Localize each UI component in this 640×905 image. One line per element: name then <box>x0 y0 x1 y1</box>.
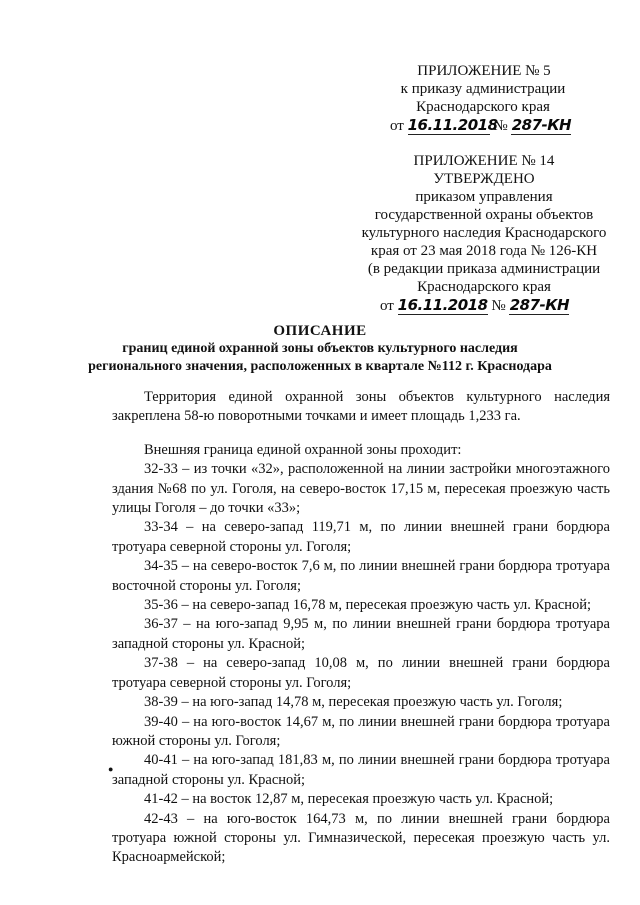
appendix14-line: (в редакции приказа администрации <box>367 261 601 277</box>
appendix14-no: № <box>491 298 506 314</box>
boundary-segment: 42-43 – на юго-восток 164,73 м, по линии внешней грани бордюра тротуара южной стороны ул. Гимназической, пересекая проезжую часть ул. Красноармейской; <box>112 810 610 866</box>
boundary-segment: 37-38 – на северо-запад 10,08 м, по линии внешней грани бордюра тротуара северной стороны ул. Гоголя; <box>112 655 610 691</box>
document-body <box>112 388 610 868</box>
intro-paragraph: Территория единой охранной зоны объектов культурного наследия закреплена 58-ю поворотными точками и имеет площадь 1,233 га. <box>112 389 610 425</box>
appendix5-no: № <box>493 118 508 134</box>
boundary-segment: 32-33 – из точки «32», расположенной на линии застройки многоэтажного здания №68 по ул. Гоголя, на северо-восток 17,15 м, пересекая проезжую часть улицы Гоголя – до точки «33»; <box>112 461 610 517</box>
outer-boundary-heading: Внешняя граница единой охранной зоны проходит: <box>144 441 462 458</box>
appendix14-line: края от 23 мая 2018 года № 126-КН <box>370 243 598 259</box>
appendix14-line: государственной охраны объектов <box>374 207 594 223</box>
appendix5-line2: Краснодарского края <box>416 99 550 115</box>
appendix5-number: 287-КН <box>511 116 572 134</box>
heading-title: ОПИСАНИЕ <box>273 323 367 339</box>
appendix14-approved: УТВЕРЖДЕНО <box>433 171 535 187</box>
appendix14-date: 16.11.2018 <box>397 296 488 314</box>
appendix14-number: 287-КН <box>509 296 570 314</box>
boundary-segment: 40-41 – на юго-запад 181,83 м, по линии внешней грани бордюра тротуара западной стороны ул. Красной; <box>112 752 610 788</box>
bullet-mark: ● <box>108 764 114 774</box>
appendix14-ot: от <box>380 298 394 314</box>
appendix5-date: 16.11.2018 <box>407 116 498 134</box>
boundary-segment: 34-35 – на северо-восток 7,6 м, по линии внешней грани бордюра тротуара восточной стороны ул. Гоголя; <box>112 558 610 594</box>
appendix14-signature-line <box>380 296 610 315</box>
appendix14-line: Краснодарского края <box>417 279 551 295</box>
appendix5-title: ПРИЛОЖЕНИЕ № 5 <box>417 63 551 79</box>
heading-line2: регионального значения, расположенных в квартале №112 г. Краснодара <box>88 359 552 374</box>
appendix5-ot: от <box>390 118 404 134</box>
boundary-segment: 36-37 – на юго-запад 9,95 м, по линии внешней грани бордюра тротуара западной стороны ул. Красной; <box>112 616 610 652</box>
boundary-segment: 33-34 – на северо-запад 119,71 м, по линии внешней грани бордюра тротуара северной стороны ул. Гоголя; <box>112 519 610 555</box>
heading-line1: границ единой охранной зоны объектов культурного наследия <box>122 341 518 356</box>
appendix14-line: культурного наследия Краснодарского <box>361 225 607 241</box>
boundary-segment: 35-36 – на северо-запад 16,78 м, пересекая проезжую часть ул. Красной; <box>144 597 592 614</box>
boundary-segment: 38-39 – на юго-запад 14,78 м, пересекая проезжую часть ул. Гоголя; <box>144 694 563 711</box>
appendix5-line1: к приказу администрации <box>400 81 566 97</box>
appendix14-line: приказом управления <box>415 189 553 205</box>
boundary-segment: 39-40 – на юго-восток 14,67 м, по линии внешней грани бордюра тротуара южной стороны ул. Гоголя; <box>112 713 610 749</box>
appendix14-title: ПРИЛОЖЕНИЕ № 14 <box>413 153 555 169</box>
document-heading <box>0 322 640 376</box>
boundary-segment: 41-42 – на восток 12,87 м, пересекая проезжую часть ул. Красной; <box>144 791 554 808</box>
appendix5-signature-line <box>390 116 610 135</box>
